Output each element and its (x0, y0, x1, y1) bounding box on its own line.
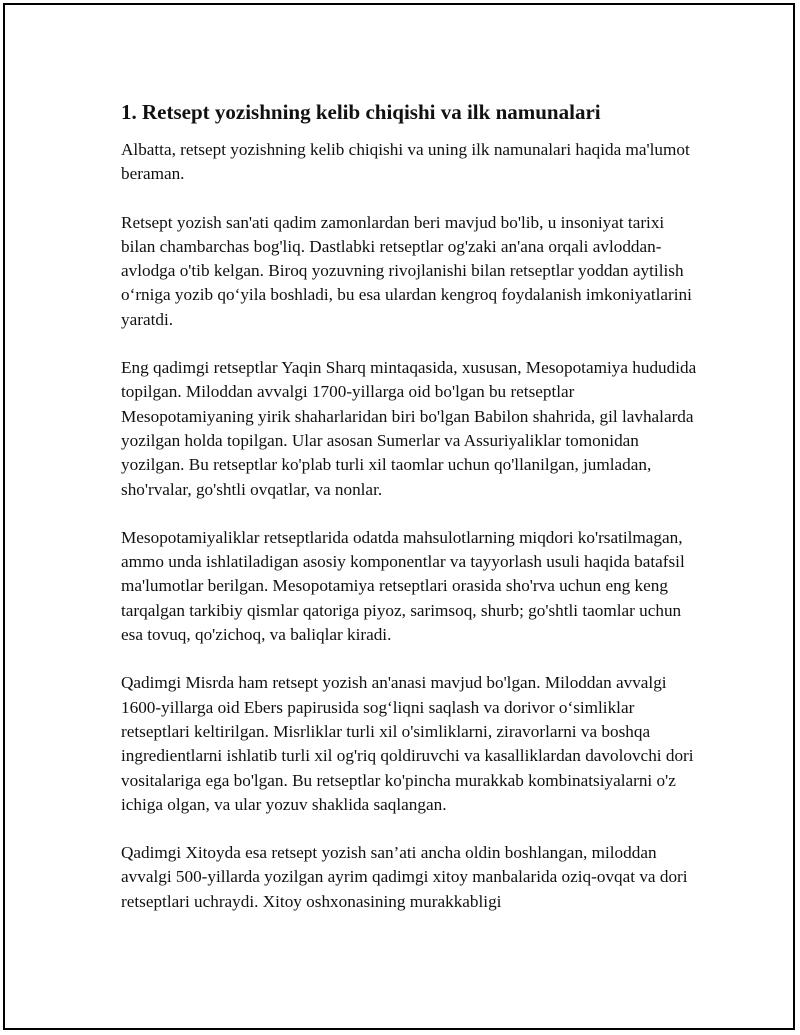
document-page (3, 3, 795, 1030)
paragraph-china: Qadimgi Xitoyda esa retsept yozish san’ati ancha oldin boshlangan, miloddan avvalgi 500-yillarda yozilgan ayrim qadimgi xitoy manbalarida oziq-ovqat va dori retseptlari uchraydi. Xitoy oshxonasining murakkabligi (121, 843, 688, 911)
paragraph-egypt: Qadimgi Misrda ham retsept yozish an'anasi mavjud bo'lgan. Miloddan avvalgi 1600-yillarga oid Ebers papirusida sogʻliqni saqlash va dorivor oʻsimliklar retseptlari keltirilgan. Misrliklar turli xil o'simliklarni, ziravorlarni va boshqa ingredientlarni ishlatib turli xil og'riq qoldiruvchi va kasalliklardan davolovchi dori vositalariga ega bo'lgan. Bu retseptlar ko'pincha murakkab kombinatsiyalarni o'z ichiga olgan, va ular yozuv shaklida saqlangan. (121, 673, 694, 814)
document-body (121, 98, 701, 938)
paragraph-origins: Retsept yozish san'ati qadim zamonlardan beri mavjud bo'lib, u insoniyat tarixi bilan chambarchas bog'liq. Dastlabki retseptlar og'zaki an'ana orqali avloddan-avlodga o'tib kelgan. Biroq yozuvning rivojlanishi bilan retseptlar yoddan aytilish oʻrniga yozib qoʻyila boshladi, bu esa ulardan kengroq foydalanish imkoniyatlarini yaratdi. (121, 212, 692, 329)
paragraph-mesopotamia: Eng qadimgi retseptlar Yaqin Sharq mintaqasida, xususan, Mesopotamiya hududida topilgan. Miloddan avvalgi 1700-yillarga oid bo'lgan bu retseptlar Mesopotamiyaning yirik shaharlaridan biri bo'lgan Babilon shahrida, gil lavhalarda yozilgan holda topilgan. Ular asosan Sumerlar va Assuriyaliklar tomonidan yozilgan. Bu retseptlar ko'plab turli xil taomlar uchun qo'llanilgan, jumladan, sho'rvalar, go'shtli ovqatlar, va nonlar. (121, 358, 697, 499)
section-heading: 1. Retsept yozishning kelib chiqishi va ilk namunalari (121, 100, 601, 124)
paragraph-mesopotamian-recipes: Mesopotamiyaliklar retseptlarida odatda mahsulotlarning miqdori ko'rsatilmagan, ammo unda ishlatiladigan asosiy komponentlar va tayyorlash usuli haqida batafsil ma'lumotlar berilgan. Mesopotamiya retseptlari orasida sho'rva uchun eng keng tarqalgan tarkibiy qismlar qatoriga piyoz, sarimsoq, shurb; go'shtli taomlar uchun esa tovuq, qo'zichoq, va baliqlar kiradi. (121, 527, 685, 645)
paragraph-intro: Albatta, retsept yozishning kelib chiqishi va uning ilk namunalari haqida ma'lumot beraman. (121, 140, 690, 184)
